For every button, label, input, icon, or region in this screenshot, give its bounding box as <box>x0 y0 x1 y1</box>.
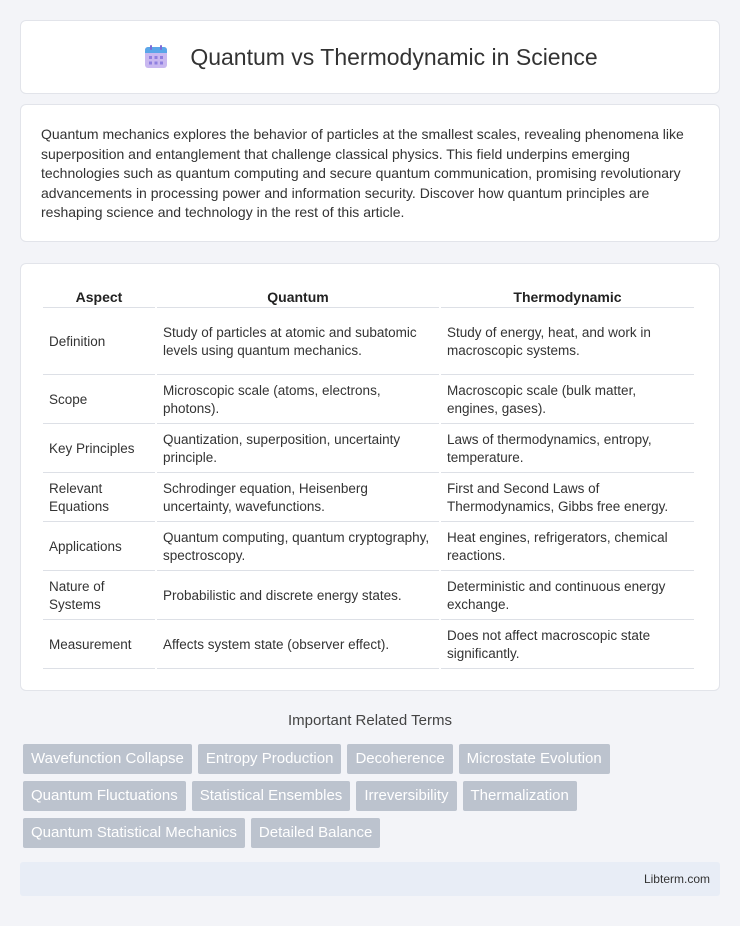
term-tag[interactable]: Quantum Statistical Mechanics <box>23 818 245 848</box>
comparison-table <box>41 284 696 671</box>
table-row <box>43 426 694 473</box>
table-row <box>43 573 694 620</box>
table-row <box>43 377 694 424</box>
related-terms-list <box>23 744 723 848</box>
comparison-card <box>20 263 720 691</box>
cell-aspect: Definition <box>43 310 155 375</box>
header-aspect: Aspect <box>43 286 155 308</box>
cell-thermodynamic: Does not affect macroscopic state significantly. <box>441 622 694 669</box>
table-row <box>43 524 694 571</box>
cell-thermodynamic: First and Second Laws of Thermodynamics, Gibbs free energy. <box>441 475 694 522</box>
related-terms-title: Important Related Terms <box>288 712 452 729</box>
term-tag[interactable]: Irreversibility <box>356 781 456 811</box>
cell-thermodynamic: Study of energy, heat, and work in macroscopic systems. <box>441 310 694 375</box>
intro-text: Quantum mechanics explores the behavior of particles at the smallest scales, revealing phenomena like superposition and entanglement that challenge classical physics. This field underpins emerging technologies such as quantum computing and secure quantum communication, promising revolutionary advancements in processing power and information security. Discover how quantum principles are reshaping science and technology in the rest of this article. <box>41 126 684 220</box>
table-header-row <box>43 286 694 308</box>
cell-quantum: Schrodinger equation, Heisenberg uncertainty, wavefunctions. <box>157 475 439 522</box>
cell-quantum: Quantization, superposition, uncertainty principle. <box>157 426 439 473</box>
calendar-icon <box>142 43 170 71</box>
cell-quantum: Quantum computing, quantum cryptography, spectroscopy. <box>157 524 439 571</box>
table-row <box>43 475 694 522</box>
page-title: Quantum vs Thermodynamic in Science <box>190 43 598 70</box>
cell-thermodynamic: Laws of thermodynamics, entropy, temperature. <box>441 426 694 473</box>
term-tag[interactable]: Decoherence <box>347 744 452 774</box>
table-row <box>43 622 694 669</box>
cell-quantum: Probabilistic and discrete energy states. <box>157 573 439 620</box>
term-tag[interactable]: Detailed Balance <box>251 818 380 848</box>
cell-quantum: Affects system state (observer effect). <box>157 622 439 669</box>
table-row <box>43 310 694 375</box>
cell-aspect: Measurement <box>43 622 155 669</box>
cell-aspect: Key Principles <box>43 426 155 473</box>
cell-thermodynamic: Macroscopic scale (bulk matter, engines, gases). <box>441 377 694 424</box>
cell-thermodynamic: Deterministic and continuous energy exchange. <box>441 573 694 620</box>
cell-thermodynamic: Heat engines, refrigerators, chemical reactions. <box>441 524 694 571</box>
cell-aspect: Applications <box>43 524 155 571</box>
cell-aspect: Scope <box>43 377 155 424</box>
header-card <box>20 20 720 94</box>
term-tag[interactable]: Statistical Ensembles <box>192 781 351 811</box>
cell-aspect: Nature of Systems <box>43 573 155 620</box>
term-tag[interactable]: Entropy Production <box>198 744 342 774</box>
term-tag[interactable]: Quantum Fluctuations <box>23 781 186 811</box>
header-thermodynamic: Thermodynamic <box>441 286 694 308</box>
term-tag[interactable]: Wavefunction Collapse <box>23 744 192 774</box>
cell-aspect: Relevant Equations <box>43 475 155 522</box>
header-quantum: Quantum <box>157 286 439 308</box>
term-tag[interactable]: Thermalization <box>463 781 577 811</box>
cell-quantum: Microscopic scale (atoms, electrons, photons). <box>157 377 439 424</box>
intro-card <box>20 104 720 242</box>
cell-quantum: Study of particles at atomic and subatomic levels using quantum mechanics. <box>157 310 439 375</box>
footer <box>20 862 720 896</box>
term-tag[interactable]: Microstate Evolution <box>459 744 610 774</box>
footer-site-link[interactable]: Libterm.com <box>643 872 710 886</box>
